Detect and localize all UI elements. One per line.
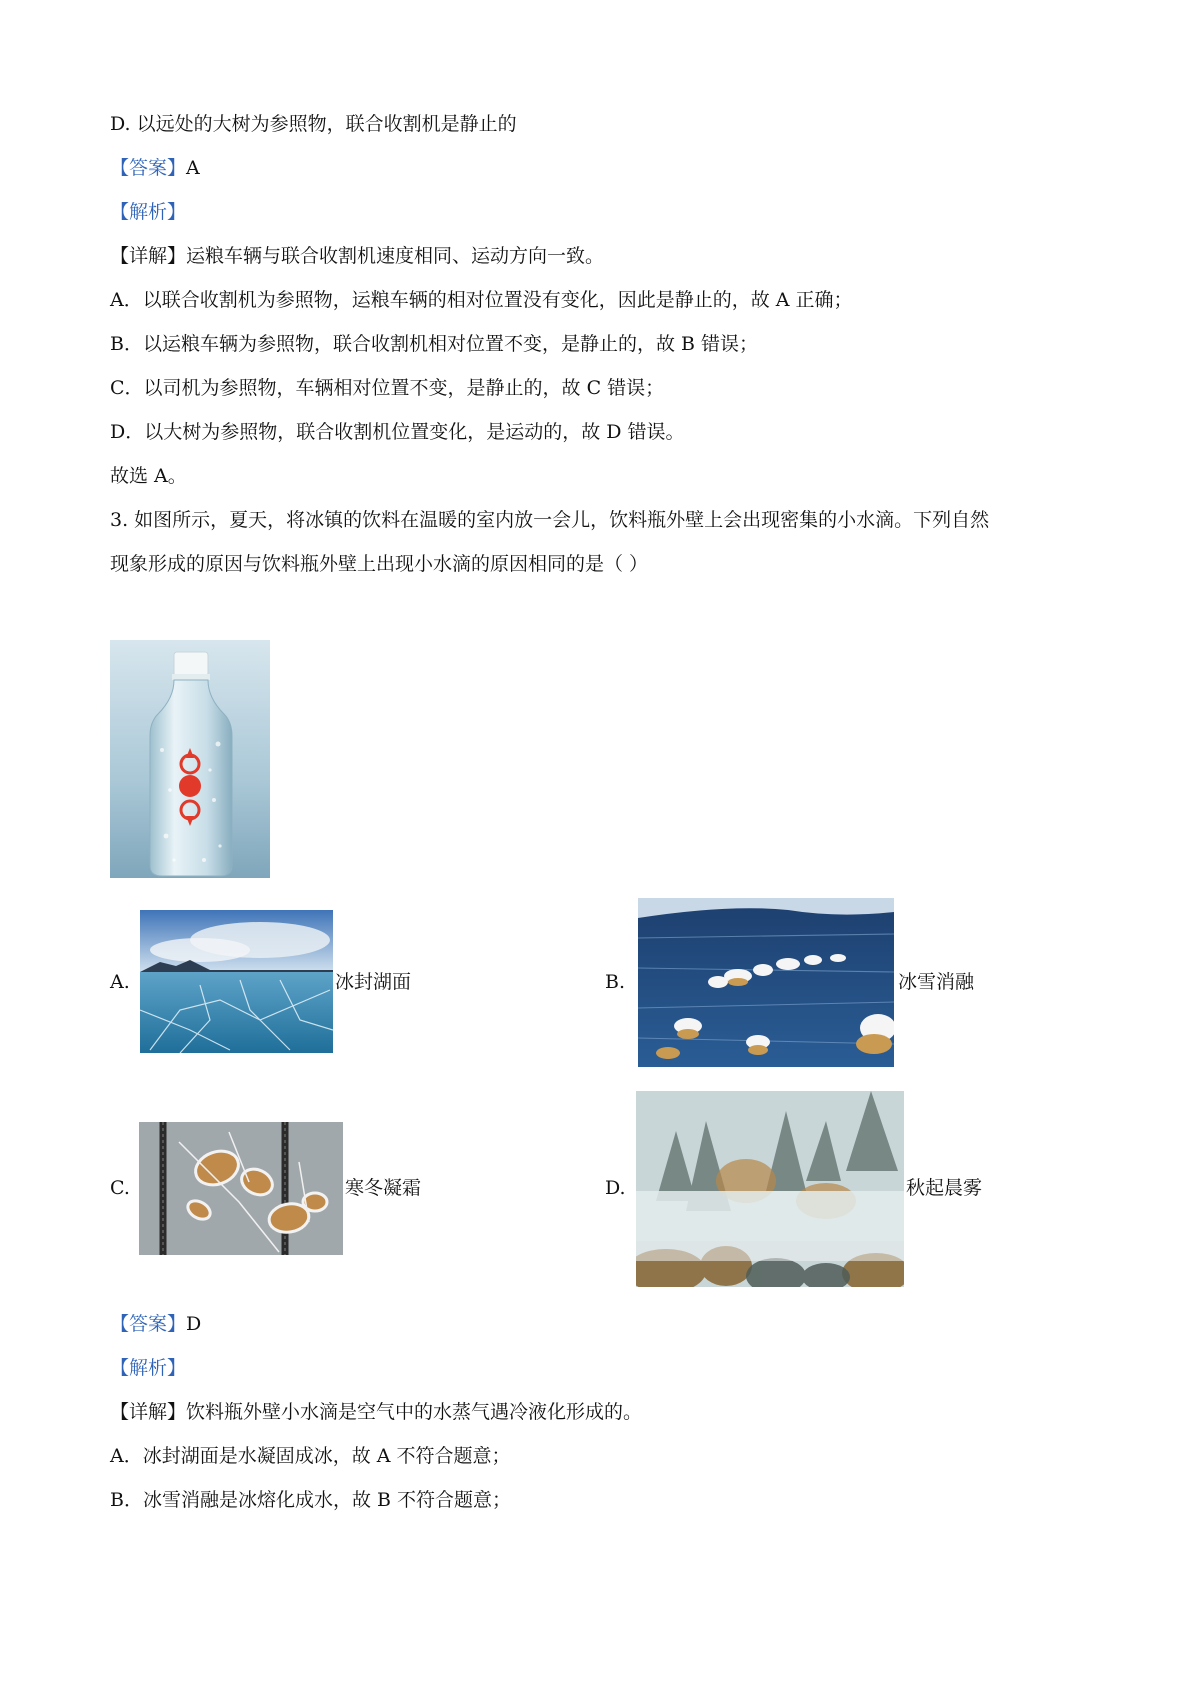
prev-explain-c: C．以司机为参照物，车辆相对位置不变，是静止的，故 C 错误； xyxy=(110,377,665,399)
prev-analysis-tag: 【解析】 xyxy=(110,201,187,223)
frost-leaves-image xyxy=(139,1122,343,1255)
prev-detail xyxy=(110,244,604,268)
melting-snow-image xyxy=(638,898,894,1067)
q3-explain-a: A．冰封湖面是水凝固成冰，故 A 不符合题意； xyxy=(110,1445,511,1467)
q3-stem-line2: 现象形成的原因与饮料瓶外壁上出现小水滴的原因相同的是（ ） xyxy=(110,553,649,575)
morning-fog-image xyxy=(636,1091,904,1287)
q3-stem-line1: 3. 如图所示，夏天，将冰镇的饮料在温暖的室内放一会儿，饮料瓶外壁上会出现密集的小水滴。下列自然 xyxy=(110,509,990,531)
detail-tag: 【详解】 xyxy=(110,1401,187,1423)
prev-explain-b: B．以运粮车辆为参照物，联合收割机相对位置不变，是静止的，故 B 错误； xyxy=(110,333,759,355)
answer-value: A xyxy=(186,157,200,179)
prev-option-d: D. 以远处的大树为参照物，联合收割机是静止的 xyxy=(110,113,517,135)
q3-analysis-tag: 【解析】 xyxy=(110,1357,187,1379)
option-c-caption: 寒冬凝霜 xyxy=(345,1177,422,1199)
option-d-caption: 秋起晨雾 xyxy=(906,1177,983,1199)
answer-value: D xyxy=(186,1313,202,1335)
option-c-label: C. xyxy=(110,1177,130,1199)
option-b-caption: 冰雪消融 xyxy=(898,971,975,993)
bottle-image xyxy=(110,640,270,878)
q3-explain-b: B．冰雪消融是冰熔化成水，故 B 不符合题意； xyxy=(110,1489,512,1511)
q3-answer xyxy=(110,1312,201,1336)
option-a-caption: 冰封湖面 xyxy=(335,971,412,993)
answer-tag: 【答案】 xyxy=(110,1313,187,1335)
answer-tag: 【答案】 xyxy=(110,157,187,179)
detail-text: 饮料瓶外壁小水滴是空气中的水蒸气遇冷液化形成的。 xyxy=(186,1401,643,1423)
option-b-label: B. xyxy=(605,971,626,993)
detail-tag: 【详解】 xyxy=(110,245,187,267)
detail-text: 运粮车辆与联合收割机速度相同、运动方向一致。 xyxy=(186,245,605,267)
prev-conclusion: 故选 A。 xyxy=(110,465,187,487)
option-a-label: A. xyxy=(110,971,130,993)
frozen-lake-image xyxy=(140,910,333,1053)
prev-answer xyxy=(110,156,200,180)
prev-explain-d: D．以大树为参照物，联合收割机位置变化，是运动的，故 D 错误。 xyxy=(110,421,685,443)
prev-explain-a: A．以联合收割机为参照物，运粮车辆的相对位置没有变化，因此是静止的，故 A 正确； xyxy=(110,289,853,311)
option-d-label: D. xyxy=(605,1177,626,1199)
q3-detail xyxy=(110,1400,642,1424)
